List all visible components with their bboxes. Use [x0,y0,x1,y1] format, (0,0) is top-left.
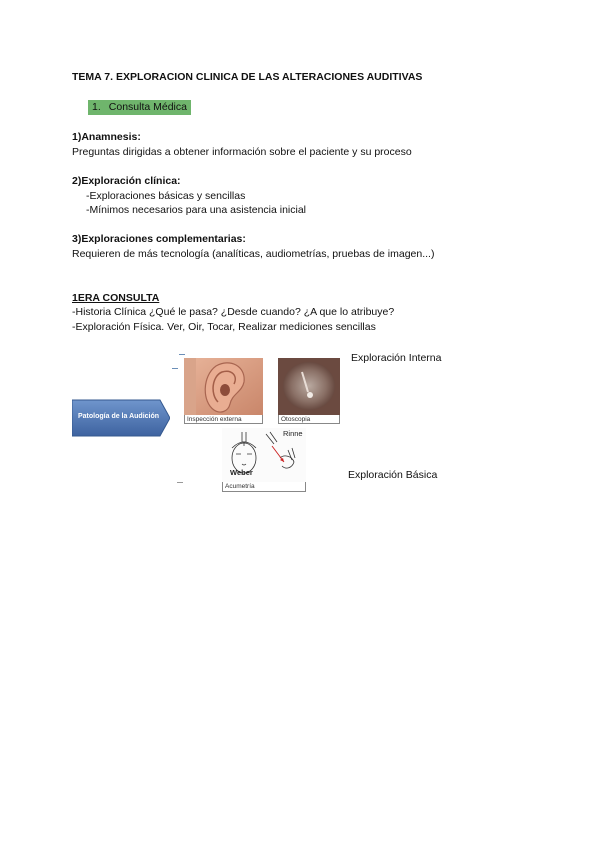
acumetria-caption: Acumetría [222,482,306,492]
ear-photo [184,358,263,415]
heading-text: Consulta Médica [108,101,187,113]
connector-tick [172,368,178,369]
heading-number: 1. [92,101,101,113]
consulta-line-historia: -Historia Clínica ¿Qué le pasa? ¿Desde cuando? ¿A que lo atribuye? [72,306,395,318]
pathology-arrow-label: Patología de la Audición [78,413,160,420]
section-text-anamnesis: Preguntas dirigidas a obtener información sobre el paciente y su proceso [72,146,412,158]
weber-label: Weber [230,468,253,477]
section-heading-anamnesis: 1)Anamnesis: [72,131,141,143]
otoscopia-caption: Otoscopia [278,415,340,424]
rinne-label: Rinne [283,429,303,438]
document-title: TEMA 7. EXPLORACION CLINICA DE LAS ALTERACIONES AUDITIVAS [72,71,423,83]
inspeccion-caption: Inspección externa [184,415,263,424]
consulta-line-exploracion: -Exploración Física. Ver, Oir, Tocar, Realizar mediciones sencillas [72,321,376,333]
section-text-complementarias: Requieren de más tecnología (analíticas, audiometrías, pruebas de imagen...) [72,248,435,260]
consulta-heading: 1ERA CONSULTA [72,292,160,304]
section-bullet-basicas: -Exploraciones básicas y sencillas [86,190,246,202]
section-bullet-minimos: -Mínimos necesarios para una asistencia inicial [86,204,307,216]
label-exploracion-basica: Exploración Básica [348,469,438,481]
section-heading-exploracion-clinica: 2)Exploración clínica: [72,175,181,187]
section-heading-complementarias: 3)Exploraciones complementarias: [72,233,246,245]
label-exploracion-interna: Exploración Interna [351,352,442,364]
connector-tick [177,482,183,483]
connector-tick [179,354,185,355]
highlighted-heading [88,100,191,115]
otoscopy-photo [278,358,340,415]
